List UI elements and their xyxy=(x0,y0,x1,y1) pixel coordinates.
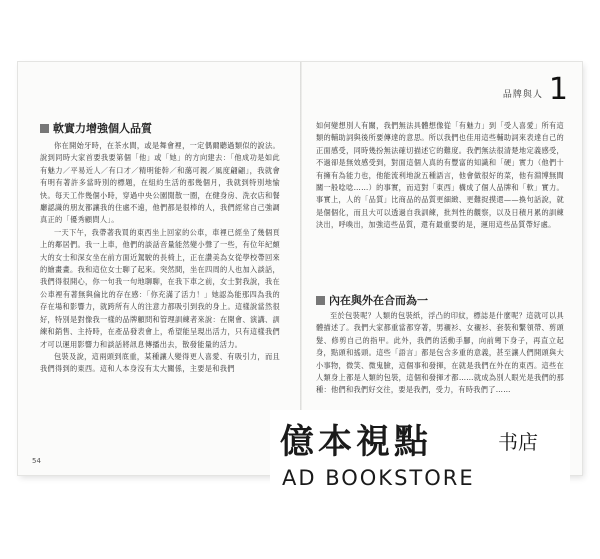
watermark-bookstore-label: 书店 xyxy=(498,430,538,454)
section-heading-right-text: 內在與外在合而為一 xyxy=(329,294,428,307)
paragraph: 你在開始牙時，在茶水間，或是舞會裡，一定偶爾聽過類似的說法。說到同時大家首要我要第個「他」或「她」的方向建去：「他成功是如此有魅力／平易近人／有口才／精明能幹／和藹可親／風度翩翩」，我就會有明有著許多當時別的標題，在組約生活的那幾個月，我就到特別地愉快。每天工作幾個小時，穿過中央公園閒散一圈，在健身房、洗衣店和餐廳認識的朋友都讓我的住處不遠，他們都是很棒的人，我們經常自己強調真正的「優秀顧問人」。 xyxy=(40,141,280,225)
section-heading-left xyxy=(40,120,152,136)
paragraph: 如何變想別人有關，我們無法具體想像從「有魅力」到「受人喜愛」所有這類的輔助詞與後所要傳達的意思。所以我們也佳用這些輔助詞來表達自己的正面感受，同時幾扮無法確切描述它的難度。我們無法很清楚地定義感受，不過卻是無效感受到，對面這個人真的有豐富的知識和「硬」實力（他們十有擁有為能力也，他能流利地說五種語言，他會做很好的菜，他有淵博無間關一般唸唸……）的事實，而這對「東西」構成了個人品牌和「軟」實力。事實上，人的「品質」比商品的品質更細緻、更難捉摸還——換句話說，就是個個化，而且大可以透過自我訓練，批判性的觀察，以及日積月累的訓練決出，呼喚出，加強這些品質，還有最重要的是，運用這些品質帶好處。 xyxy=(316,121,564,230)
bookstore-watermark xyxy=(270,410,570,505)
left-body-text xyxy=(40,140,280,376)
heading-square-icon xyxy=(40,124,49,133)
paragraph: 包裝及說，這兩頭到底重，某種讓人變得更人喜愛、有吸引力，而且我們得到的東西。這和人本身沒有太大關係，主要是和我們 xyxy=(40,351,280,374)
section-heading-left-text: 軟實力增強個人品質 xyxy=(53,122,152,135)
section-heading-right xyxy=(316,292,428,308)
left-page-number: 54 xyxy=(32,457,41,465)
chapter-title: 品牌與人 xyxy=(502,90,543,100)
chapter-header xyxy=(502,72,568,107)
heading-square-icon xyxy=(316,296,325,305)
right-body-text xyxy=(316,310,564,397)
paragraph: 一天下午，我帶著我買的東西坐上回家的公車，車裡已經坐了幾個頁上的鄰居們。我一上車，他們的談話音量能然變小聲了一些，有位年紀頗大的女士和深女坐在前方面近駕駛的長椅上，正在讚美為女從學校帶回來的繪畫畫。我和這位女士聊了起來。突然間，坐在四周的人也加入談話，我們得很開心，你一句我一句地聊聊，在我下車之前，女士對我說，我在公車裡有著無與倫比的存在感：「你充滿了活力！」她認為能那四為我的存在場和影響力，就跨所有人的注意力都吸引到我的身上。這樣說當然很好，特別是對像我一樣的品牌顧問和管理訓練者來說：在開會、演講、訓練和銷售、主持時，在產品發表會上，希望能呈現出活力，只有這樣我們才可以運用影響力和談話將訊息傳播出去，散發能量的活力。 xyxy=(40,227,280,349)
left-page xyxy=(18,62,300,475)
watermark-chinese-logo: 億本視點 xyxy=(280,422,432,462)
chapter-number: 1 xyxy=(548,72,568,107)
watermark-english-text: AD BOOKSTORE xyxy=(282,466,475,490)
right-top-body-text xyxy=(316,120,564,232)
paragraph: 至於包裝呢？人類的包裝紙，浮凸的印紋，標誌是什麼呢？這就可以具體描述了。我們大家都重當都穿著，男襯衫、女襯衫、套裝和繫領帶、剪頭髮、修剪自己的指甲。此外，我們的活動手腳，向前彎下身子，再直立起身，點頭和搖頭。這些「語言」都是包含多重的意義，甚至讓人們開頭與大小事物，微笑、微鬼臉，這個事和發揮，在就是我們在外在的東西。這些在人類身上都是人類的包裝，這個和發揮才都……就成為別人眼光是我們的那種：他們和我們好交往，要是我們，受力，有時我們了…… xyxy=(316,311,564,395)
